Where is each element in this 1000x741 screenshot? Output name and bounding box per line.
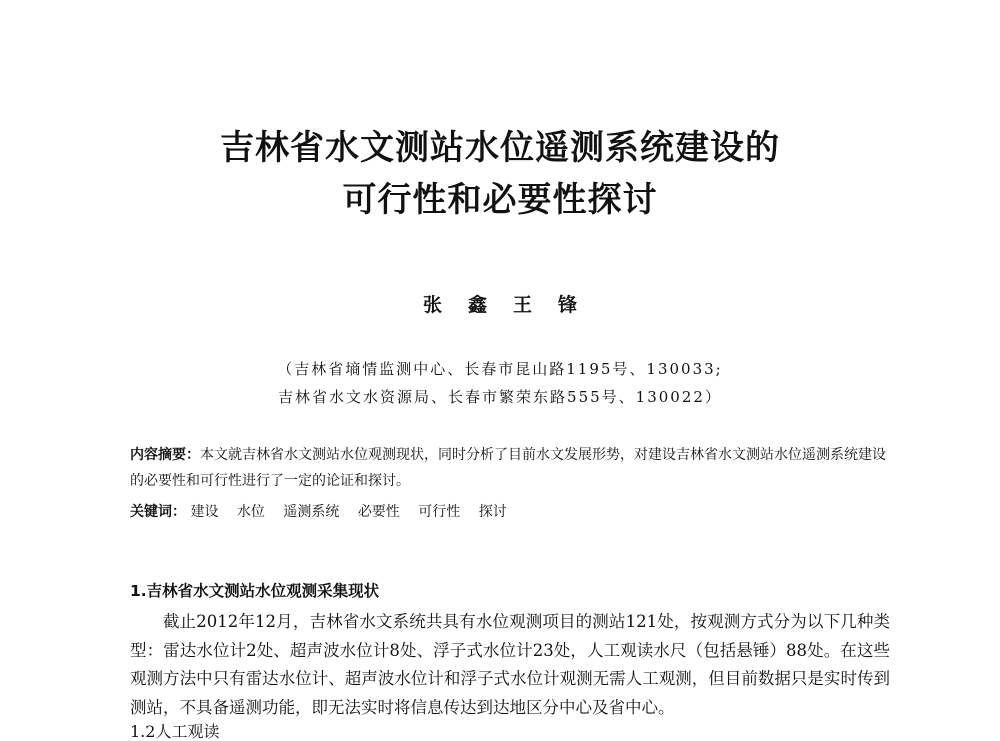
- affiliation-line-2: 吉林省水文水资源局、长春市繁荣东路555号、130022）: [278, 388, 722, 406]
- keyword: 遥测系统: [283, 504, 340, 520]
- affiliation-line-1: （吉林省墒情监测中心、长春市昆山路1195号、130033;: [277, 360, 723, 378]
- keyword: 建设: [190, 504, 219, 520]
- keywords: [130, 499, 890, 525]
- abstract-label: 内容摘要：: [130, 447, 200, 463]
- paper-title-line-1: 吉林省水文测站水位遥测系统建设的: [220, 128, 780, 168]
- keywords-label: 关键词：: [130, 504, 186, 520]
- keyword: 必要性: [357, 504, 400, 520]
- keyword: 可行性: [418, 504, 461, 520]
- abstract-text: 本文就吉林省水文测站水位观测现状，同时分析了目前水文发展形势，对建设吉林省水文测站水位遥测系统建设的必要性和可行性进行了一定的论证和探讨。: [130, 447, 886, 489]
- section-body: [130, 608, 890, 722]
- abstract: [130, 442, 890, 494]
- keyword: 探讨: [478, 504, 507, 520]
- next-subheading-cut: 1.2人工观读: [130, 722, 220, 741]
- body-paragraph: 截止2012年12月，吉林省水文系统共具有水位观测项目的测站121处，按观测方式分为以下几种类型：雷达水位计2处、超声波水位计8处、浮子式水位计23处，人工观读水尺（包括悬锤）88处。在这些观测方法中只有雷达水位计、超声波水位计和浮子式水位计观测无需人工观测，但目前数据只是实时传到测站，不具备遥测功能，即无法实时将信息传达到达地区分中心及省中心。: [130, 612, 890, 717]
- paper-title-line-2: 可行性和必要性探讨: [342, 180, 658, 220]
- authors: 张鑫王锋: [422, 294, 603, 316]
- section-heading: 1.吉林省水文测站水位观测采集现状: [130, 582, 380, 600]
- keyword: 水位: [236, 504, 265, 520]
